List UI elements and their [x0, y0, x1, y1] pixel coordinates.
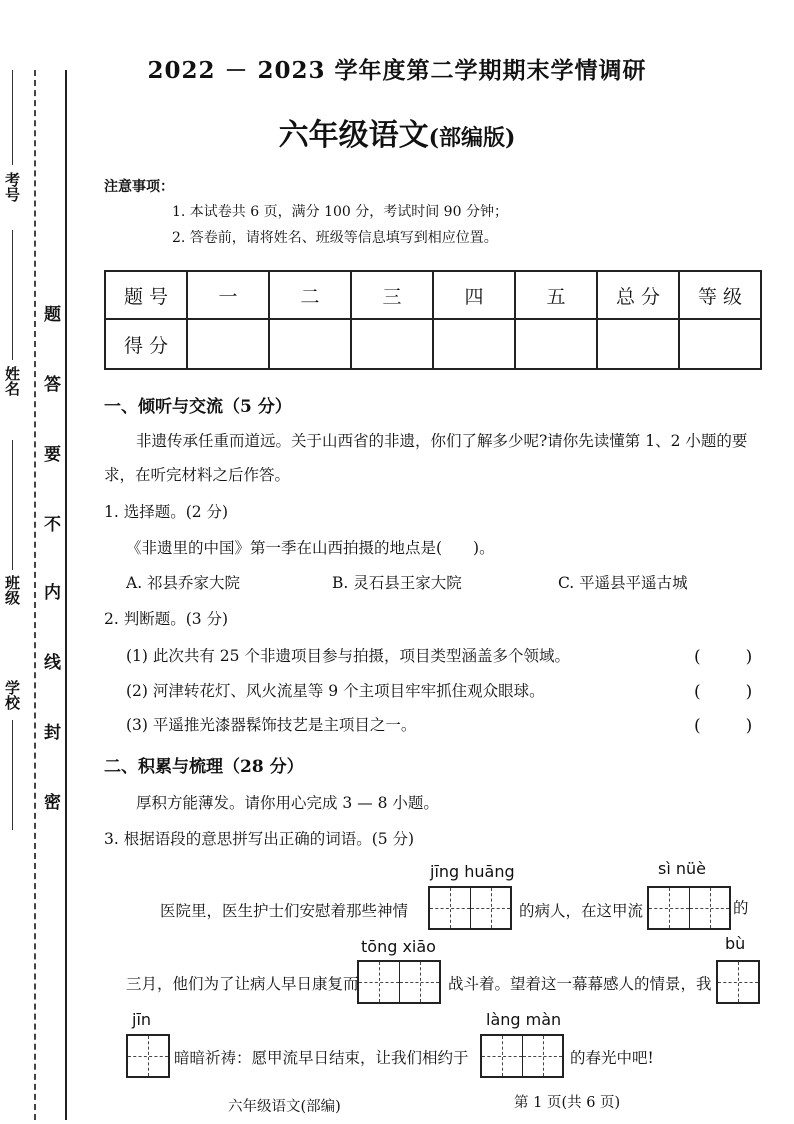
judgment-item: (1) 此次共有 25 个非遗项目参与拍摄，项目类型涵盖多个领域。: [126, 647, 570, 665]
pinyin-label: bù: [725, 934, 746, 953]
word-box[interactable]: [428, 886, 512, 930]
sealed-char: 封: [44, 723, 61, 743]
pinyin-label: sì nüè: [658, 859, 706, 878]
school-line[interactable]: [12, 720, 13, 830]
sealed-char: 密: [44, 793, 61, 813]
option-b[interactable]: B. 灵石县王家大院: [332, 574, 462, 592]
score-header-cell: 等 级: [679, 271, 761, 319]
score-table: [104, 270, 762, 370]
score-cell[interactable]: [187, 319, 269, 369]
edition-label: (部编版): [428, 125, 516, 151]
exam-no-label: 考号: [3, 172, 21, 202]
option-a[interactable]: A. 祁县乔家大院: [126, 574, 241, 592]
passage-text: 暗暗祈祷：愿甲流早日结束，让我们相约于: [174, 1049, 469, 1067]
pinyin-label: làng màn: [486, 1010, 562, 1029]
question-3-title: 3. 根据语段的意思拼写出正确的词语。(5 分): [104, 830, 415, 848]
score-table-header-row: [105, 271, 761, 319]
judgment-item: (2) 河津转花灯、风火流星等 9 个主项目牢牢抓住观众眼球。: [126, 682, 545, 700]
answer-paren[interactable]: ( ): [694, 716, 767, 736]
score-cell[interactable]: [515, 319, 597, 369]
score-header-cell: 二: [269, 271, 351, 319]
score-cell[interactable]: [269, 319, 351, 369]
score-header-cell: 总 分: [597, 271, 679, 319]
section-1-title: 一、倾听与交流（5 分）: [104, 397, 292, 417]
passage-text: 的病人，在这甲流: [519, 902, 644, 920]
pinyin-label: jīng huāng: [430, 862, 515, 881]
class-line[interactable]: [12, 440, 13, 570]
binding-solid-line: [65, 70, 67, 1120]
option-c[interactable]: C. 平遥县平遥古城: [558, 574, 688, 592]
answer-paren[interactable]: ( ): [694, 682, 767, 702]
footer-subject: 六年级语文(部编): [228, 1099, 341, 1115]
sealed-char: 答: [44, 375, 61, 395]
pinyin-label: tōng xiāo: [361, 937, 436, 956]
notice-item: 2. 答卷前，请将姓名、班级等信息填写到相应位置。: [172, 230, 498, 246]
score-row-label: 得 分: [105, 319, 187, 369]
sealed-char: 线: [44, 653, 61, 673]
question-1-stem: 《非遗里的中国》第一季在山西拍摄的地点是( )。: [126, 539, 495, 557]
exam-title: 2022 － 2023 学年度第二学期期末学情调研: [147, 57, 647, 84]
passage-text: 战斗着。望着这一幕幕感人的情景，我: [448, 975, 712, 993]
question-1-title: 1. 选择题。(2 分): [104, 503, 229, 521]
pinyin-label: jīn: [132, 1010, 152, 1029]
sealed-char: 题: [44, 305, 61, 325]
word-box[interactable]: [357, 960, 441, 1004]
passage-text: 医院里，医生护士们安慰着那些神情: [160, 902, 409, 920]
binding-dashed-line: [34, 70, 36, 1120]
section-2-intro: 厚积方能薄发。请你用心完成 3 — 8 小题。: [136, 794, 439, 812]
passage-text: 的: [733, 899, 749, 917]
notice-heading: 注意事项：: [104, 179, 174, 195]
sealed-char: 不: [44, 515, 61, 535]
score-cell[interactable]: [351, 319, 433, 369]
sealed-char: 内: [44, 583, 61, 603]
sealed-char: 要: [44, 445, 61, 465]
name-label: 姓名: [3, 366, 21, 396]
word-box[interactable]: [716, 960, 760, 1004]
score-table-score-row: [105, 319, 761, 369]
score-cell[interactable]: [433, 319, 515, 369]
section-2-title: 二、积累与梳理（28 分）: [104, 757, 304, 777]
exam-subtitle: [0, 110, 794, 154]
section-1-intro: 非遗传承任重而道远。关于山西省的非遗，你们了解多少呢?请你先读懂第 1、2 小题的要: [136, 432, 748, 450]
class-label: 班级: [3, 575, 21, 605]
score-header-cell: 三: [351, 271, 433, 319]
score-header-cell: 题 号: [105, 271, 187, 319]
score-cell[interactable]: [679, 319, 761, 369]
school-label: 学校: [3, 680, 21, 710]
score-header-cell: 四: [433, 271, 515, 319]
score-header-cell: 一: [187, 271, 269, 319]
word-box[interactable]: [126, 1034, 170, 1078]
notice-item: 1. 本试卷共 6 页，满分 100 分，考试时间 90 分钟；: [172, 204, 508, 220]
page-number: 第 1 页(共 6 页): [514, 1095, 621, 1111]
score-header-cell: 五: [515, 271, 597, 319]
word-box[interactable]: [480, 1034, 564, 1078]
subject-label: 六年级语文: [278, 118, 429, 153]
passage-text: 三月，他们为了让病人早日康复而: [126, 975, 359, 993]
question-2-title: 2. 判断题。(3 分): [104, 610, 229, 628]
word-box[interactable]: [647, 886, 731, 930]
passage-text: 的春光中吧!: [570, 1049, 654, 1067]
score-cell[interactable]: [597, 319, 679, 369]
section-1-intro: 求，在听完材料之后作答。: [104, 466, 291, 484]
answer-paren[interactable]: ( ): [694, 647, 767, 667]
name-line[interactable]: [12, 230, 13, 360]
judgment-item: (3) 平遥推光漆器髹饰技艺是主项目之一。: [126, 716, 417, 734]
